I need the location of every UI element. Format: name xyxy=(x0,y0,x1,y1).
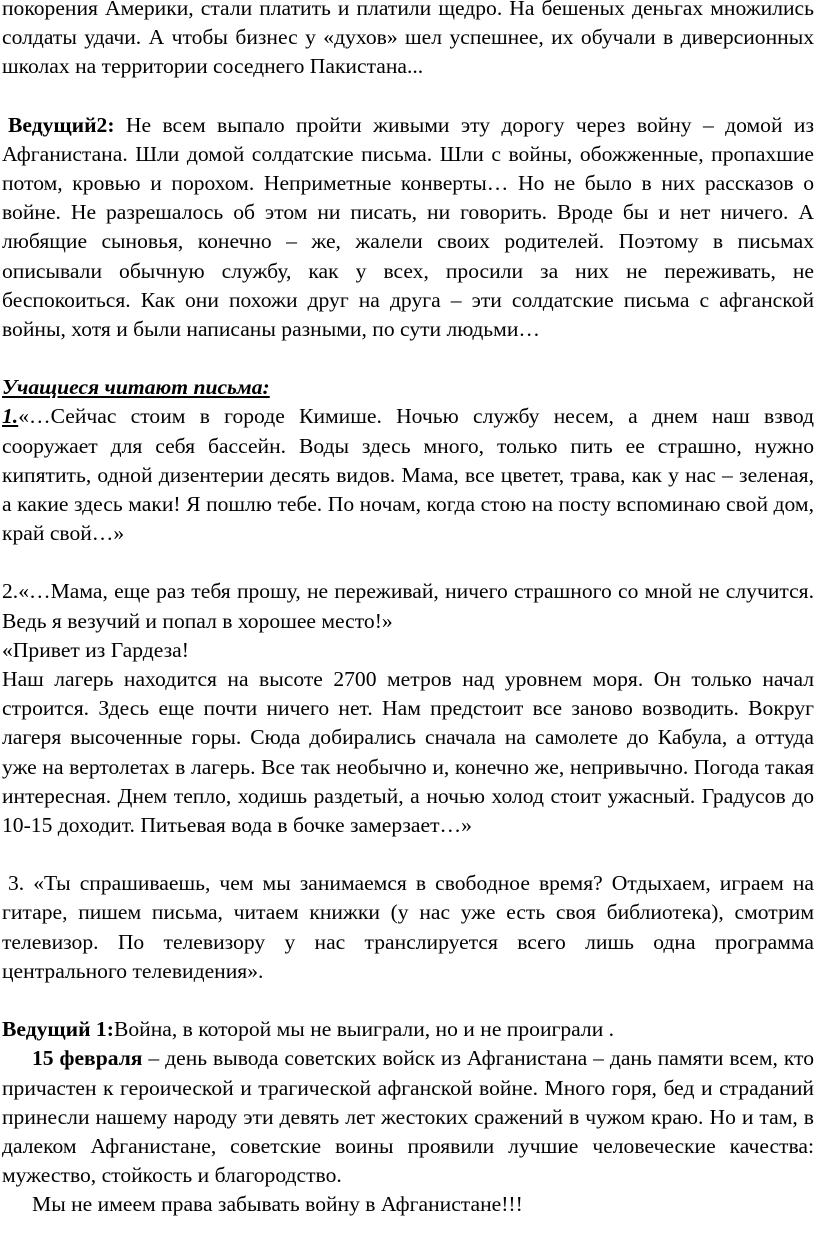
speaker-label-host1: Ведущий 1: xyxy=(2,1017,114,1042)
letter-1 xyxy=(2,402,814,548)
letters-heading-text: Учащиеся читают письма: xyxy=(2,375,270,400)
paragraph-host2 xyxy=(2,111,814,345)
letter-3: 3. «Ты спрашиваешь, чем мы занимаемся в свободное время? Отдыхаем, играем на гитаре, пишем письма, читаем книжки (у нас уже есть своя библиотека), смотрим телевизор. По телевизору у нас транслируется всего лишь одна программа центрального телевидения». xyxy=(2,871,814,983)
letter-1-text: «…Сейчас стоим в городе Кимише. Ночью службу несем, а днем наш взвод сооружает для себя бассейн. Воды здесь много, только пить ее страшно, нужно кипятить, одной дизентерии десять видов. Мама, все цветет, трава, как у нас – зеленая, а какие здесь маки! Я пошлю тебе. По ночам, когда стою на посту вспоминаю свой дом, край свой…» xyxy=(2,404,814,546)
speaker-label-host2: Ведущий2: xyxy=(8,112,115,137)
letter-2-body: Наш лагерь находится на высоте 2700 метров над уровнем моря. Он только начал строится. Здесь еще почти ничего нет. Нам предстоит все заново возводить. Вокруг лагеря высоченные горы. Сюда добирались сначала на самолете до Кабула, а оттуда уже на вертолетах в лагерь. Все так необычно и, конечно же, непривычно. Погода такая интересная. Днем тепло, ходишь раздетый, а ночью холод стоит ужасный. Градусов до 10-15 доходит. Питьевая вода в бочке замерзает…» xyxy=(2,667,814,838)
letter-2-greeting: «Привет из Гардеза! xyxy=(2,637,189,662)
letter-1-number: 1. xyxy=(2,404,19,429)
paragraph-intro: покорения Америки, стали платить и платили щедро. На бешеных деньгах множились солдаты удачи. А чтобы бизнес у «духов» шел успешнее, их обучали в диверсионных школах на территории соседнего Пакистана... xyxy=(2,0,814,79)
host1-text: Война, в которой мы не выиграли, но и не проиграли . xyxy=(113,1017,615,1042)
letters-heading xyxy=(2,373,814,402)
paragraph-feb15 xyxy=(2,1044,814,1190)
feb15-text: – день вывода советских войск из Афганистана – дань памяти всем, кто причастен к героической и трагической афганской войне. Много горя, бед и страданий принесли нашему народу эти девять лет жестоких сражений в чужом краю. Но и там, в далеком Афганистане, советские воины проявили лучшие человеческие качества: мужество, стойкость и благородство. xyxy=(2,1046,814,1188)
paragraph-host1 xyxy=(2,1015,814,1044)
host2-text: Не всем выпало пройти живыми эту дорогу через войну – домой из Афганистана. Шли домой солдатские письма. Шли с войны, обожженные, пропахшие потом, кровью и порохом. Неприметные конверты… Но не было в них рассказов о войне. Не разрешалось об этом ни писать, ни говорить. Вроде бы и нет ничего. А любящие сыновья, конечно – же, жалели своих родителей. Поэтому в письмах описывали обычную службу, как у всех, просили за них не переживать, не беспокоиться. Как они похожи друг на друга – эти солдатские письма с афганской войны, хотя и были написаны разными, по сути людьми… xyxy=(2,112,814,342)
closing-line: Мы не имеем права забывать войну в Афганистане!!! xyxy=(32,1192,523,1217)
letter-2: 2.«…Мама, еще раз тебя прошу, не переживай, ничего страшного со мной не случится. Ведь я везучий и попал в хорошее место!» xyxy=(2,579,814,633)
date-feb15: 15 февраля xyxy=(32,1046,143,1071)
